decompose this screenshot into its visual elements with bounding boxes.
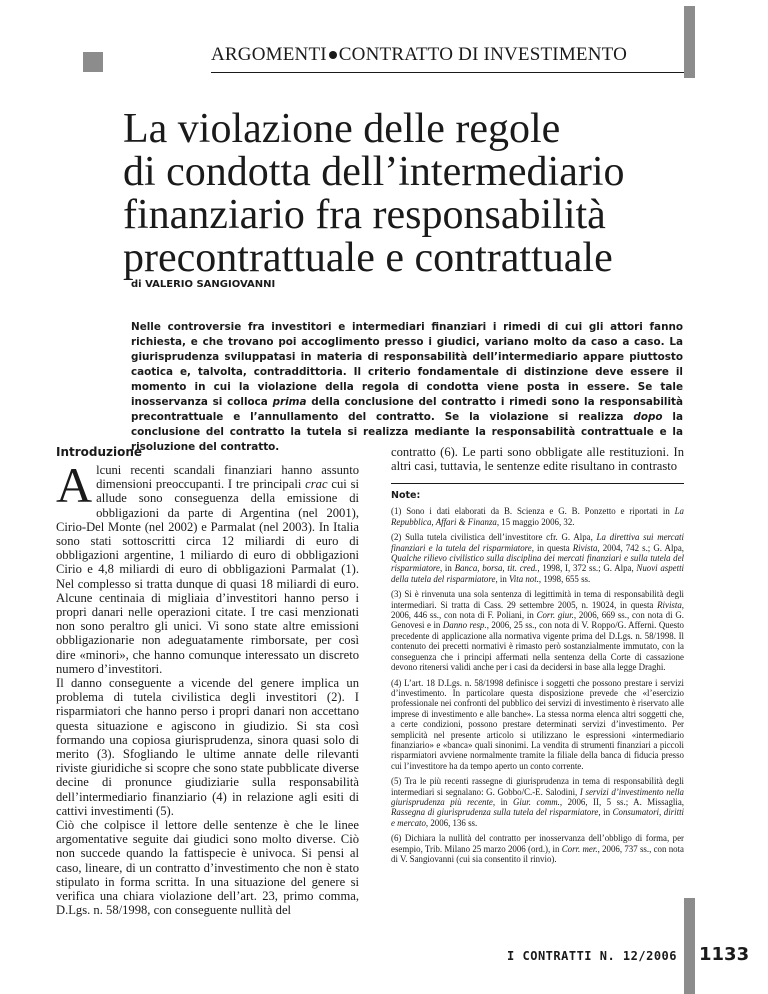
article-title [123,108,673,280]
decorative-square [83,52,103,72]
footnote: (6) Dichiara la nullità del contratto per inosservanza dell’obbligo di forma, per esempio, Trib. Milano 25 marzo 2006 (ord.), in Corr. mer., 2006, 737 ss., con nota di V. Sangiovanni (cui sia consentito il rinvio). [391,833,684,864]
author-byline: di VALERIO SANGIOVANNI [131,279,276,290]
footnote: (5) Tra le più recenti rassegne di giurisprudenza in tema di responsabilità degli intermediari si segnalano: G. Gobbo/C.-E. Salodini, I servizi d’investimento nella giurisprudenza più recente, in Giur. comm., 2006, II, 5 ss.; A. Missaglia, Rassegna di giurisprudenza sulla tutela del risparmiatore, in Consumatori, diritti e mercato, 2006, 136 ss. [391,776,685,828]
abstract: Nelle controversie fra investitori e intermediari finanziari i rimedi di cui gli attori fanno richiesta, e che trovano poi accoglimento presso i giudici, variano molto da caso a caso. La giurisprudenza sviluppatasi in materia di responsabilità dell’intermediario appare piuttosto caotica e, talvolta, contraddittoria. Il criterio fondamentale di distinzione deve essere il momento in cui la violazione della regola di condotta viene posta in essere. Se tale inosservanza si colloca prima della conclusione del contratto i rimedi sono la responsabilità precontrattuale e l’annullamento del contratto. Se la violazione si realizza dopo la conclusione del contratto la tutela si realizza mediante la responsabilità contrattuale e la risoluzione del contratto. [131,321,683,453]
footnote: (2) Sulla tutela civilistica dell’investitore cfr. G. Alpa, La direttiva sui mercati finanziari e la tutela del risparmiatore, in questa Rivista, 2004, 742 s.; G. Alpa, Qualche rilievo civilistico sulla disciplina dei mercati finanziari e sulla tutela del risparmiatore, in Banca, borsa, tit. cred., 1998, I, 372 ss.; G. Alpa, Nuovi aspetti della tutela del risparmiatore, in Vita not., 1998, 655 ss. [391,532,685,584]
section-heading: Introduzione [56,445,143,459]
paragraph: Il danno conseguente a vicende del genere implica un problema di tutela civilistica degli investitori (2). I risparmiatori che hanno perso i propri danari non accettano questa situazione e agiscono in giudizio. Si sta così formando una copiosa giurisprudenza, sinora quasi solo di merito (3). Sfogliando le ultime annate delle rilevanti riviste giuridiche si scopre che sono state pubblicate diverse decine di pronunce giudiziarie sulla responsabilità dell’intermediario finanziario (4) in relazione agli esiti di cattivi investimenti (5). [56,676,359,818]
header-section: ARGOMENTI [211,44,327,65]
title-line: precontrattuale e contrattuale [123,235,613,281]
page-number: 1133 [699,944,750,965]
title-line: La violazione delle regole [123,106,561,152]
decorative-bottom-bar [684,898,695,994]
bullet-icon [329,51,337,59]
notes-heading: Note: [391,490,421,502]
intro-body [56,457,359,918]
continued-text: contratto (6). Le parti sono obbligate alle restituzioni. In altri casi, tuttavia, le sentenze edite risultano in contrasto [391,445,684,474]
title-line: finanziario fra responsabilità [123,192,606,238]
journal-footer: I CONTRATTI N. 12/2006 [507,949,677,963]
paragraph: Alcuni recenti scandali finanziari hanno assunto dimensioni preoccupanti. I tre principali crac cui si allude sono conseguenza della emissione di obbligazioni da parte di Argentina (nel 2001), Cirio-Del Monte (nel 2002) e Parmalat (nel 2003). In Italia sono stati sottoscritti circa 12 miliardi di euro di obbligazioni argentine, 1 miliardo di euro di obbligazioni Cirio e 4,8 miliardi di euro di obbligazioni Parmalat (1). Nel complesso si tratta dunque di quasi 18 miliardi di euro. Alcune centinaia di migliaia d’investitori hanno perso i propri danari nelle operazioni citate. I tre casi menzionati non sono peraltro gli unici. Vi sono state altre emissioni obbligazionarie non adeguatamente rimborsate, per così dire «minori», che hanno comunque interessato un discreto numero d’investitori. [56,457,359,676]
footnote: (4) L’art. 18 D.Lgs. n. 58/1998 definisce i soggetti che possono prestare i servizi d’investimento. In particolare questa disposizione prevede che «l’esercizio professionale nei confronti del pubblico dei servizi di investimento è riservato alle imprese di investimento e alle banche». La stessa norma elenca altri soggetti che, a certe condizioni, possono prestare determinati servizi d’investimento. Per semplicità nel presente articolo si utilizzano le espressioni «intermediario finanziario» e «banca» quali sinonimi. La vendita di strumenti finanziari a piccoli risparmiatori avviene normalmente tramite la filiale della banca di fiducia presso cui l’investitore ha da tempo aperto un conto corrente. [391,677,684,771]
footnote: (3) Si è rinvenuta una sola sentenza di legittimità in tema di responsabilità degli intermediari. Si tratta di Cass. 29 settembre 2005, n. 19024, in questa Rivista, 2006, 446 ss., con nota di F. Poliani, in Corr. giur., 2006, 669 ss., con nota di G. Genovesi e in Danno resp., 2006, 25 ss., con nota di V. Roppo/G. Afferni. Questo precedente di applicazione alla normativa vigente prima del D.Lgs. n. 58/1998. Il contenuto dei precetti normativi è rimasto però sostanzialmente immutato, con la conseguenza che i principi affermati nella sentenza della Corte di cassazione devono ritenersi validi anche per i casi da decidersi in base alla legge Draghi. [391,589,684,673]
paragraph: Ciò che colpisce il lettore delle sentenze è che le linee argomentative seguite dai giudici sono molto diverse. Ciò non succede quando la fattispecie è univoca. Si pensi al caso, lineare, di un contratto d’investimento che non è stato stipulato in forma scritta. In una situazione del genere si verifica una chiara violazione dell’art. 23, primo comma, D.Lgs. n. 58/1998, con conseguente nullità del [56,818,359,918]
main-column-right [391,445,684,869]
title-line: di condotta dell’intermediario [123,149,625,195]
header-rule [211,72,684,73]
notes-divider [391,483,684,484]
main-column-left [56,445,359,918]
header-topic: CONTRATTO DI INVESTIMENTO [338,44,628,65]
footnote: (1) Sono i dati elaborati da B. Scienza e G. B. Ponzetto e riportati in La Repubblica, Affari & Finanza, 15 maggio 2006, 32. [391,506,684,527]
decorative-top-bar [684,6,695,78]
drop-cap: A [56,457,93,513]
